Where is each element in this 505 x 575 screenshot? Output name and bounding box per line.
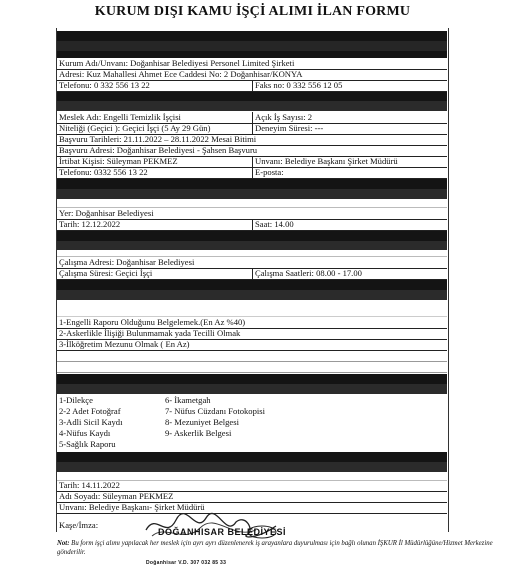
blank-row [57,362,447,373]
requirement-1: 1-Engelli Raporu Olduğunu Belgelemek.(En Az %40) [59,317,246,327]
institution-phone-row [57,80,447,92]
exam-date: Tarih: 12.12.2022 [59,219,121,229]
signature-title: Unvanı: Belediye Başkanı- Şirket Müdürü [59,502,205,512]
application-dates: Başvuru Tarihleri: 21.11.2022 – 28.11.2022 Mesai Bitimi [59,134,257,144]
job-quality: Niteliği (Geçici ): Geçici İşçi (5 Ay 29 Gün) [59,123,211,133]
document-1: 1-Dilekçe [59,395,93,405]
contact-phone: Telefonu: 0332 556 13 22 [59,167,148,177]
document-3: 3-Adli Sicil Kaydı [59,417,123,427]
requirement-2: 2-Askerlikle İlişiği Bulunmamak yada Tecilli Olmak [59,328,241,338]
blank-row [57,351,447,362]
trial-period: Deneyim Süresi: --- [252,123,447,134]
document-8: 8- Mezuniyet Belgesi [165,417,239,427]
section-bar [57,452,447,462]
blank-row [57,300,447,317]
section-bar [57,189,447,199]
institution-phone: Telefonu: 0 332 556 13 22 [59,80,150,90]
section-bar [57,41,447,51]
section-bar [57,179,447,189]
contact-title: Unvanı: Belediye Başkanı Şirket Müdürü [252,156,447,167]
signature-date: Tarih: 14.11.2022 [59,480,120,490]
section-bar [57,101,447,111]
note-text: Bu form işçi alımı yapılacak her meslek için ayrı ayrı düzenlenerek iş arayanlara duyurulması için bağlı olunan İŞKUR İl Müdürlüğüne/Hizmet Merkezine gönderilir. [57,540,493,556]
application-address: Başvuru Adresi: Doğanhisar Belediyesi - Şahsen Başvuru [59,145,258,155]
stamp-signature-label: Kaşe/İmza: [59,520,99,530]
profession: Meslek Adı: Engelli Temizlik İşçisi [59,112,181,122]
section-bar [57,384,447,394]
stamp-name: DOĞANHISAR BELEDİYESİ [158,527,287,537]
document-4: 4-Nüfus Kaydı [59,428,111,438]
section-bar [57,31,447,41]
section-bar [57,462,447,472]
work-duration: Çalışma Süresi: Geçici İşçi [59,268,153,278]
blank-row [57,250,447,257]
contact-person: İrtibat Kişisi: Süleyman PEKMEZ [59,156,178,166]
exam-place: Yer: Doğanhisar Belediyesi [59,208,154,218]
institution-fax: Faks no: 0 332 556 12 05 [252,80,447,91]
section-bar [57,290,447,300]
note-prefix: Not: [57,540,70,547]
stamp-line: Doğanhisar V.D. 307 032 85 33 [146,560,227,566]
work-address: Çalışma Adresi: Doğanhisar Belediyesi [59,257,195,267]
blank-row [57,199,447,208]
exam-time: Saat: 14.00 [252,219,447,230]
requirement-3: 3-İlköğretim Mezunu Olmak ( En Az) [59,339,190,349]
institution-address: Adresi: Kuz Mahallesi Ahmet Ece Caddesi No: 2 Doğanhisar/KONYA [59,69,303,79]
document-6: 6- İkametgah [165,395,211,405]
document-7: 7- Nüfus Cüzdanı Fotokopisi [165,406,266,416]
document-2: 2-2 Adet Fotoğraf [59,406,121,416]
signature-name: Adı Soyadı: Süleyman PEKMEZ [59,491,174,501]
requirement-row-3 [57,339,447,351]
section-bar [57,280,447,290]
section-bar [57,231,447,241]
contact-phone-row [57,167,447,179]
document-5: 5-Sağlık Raporu [59,439,116,449]
work-hours: Çalışma Saatleri: 08.00 - 17.00 [252,268,447,279]
exam-date-row [57,219,447,231]
institution-name: Kurum Adı/Unvanı: Doğanhisar Belediyesi Personel Limited Şirketi [59,58,295,68]
contact-email: E-posta: [252,167,447,178]
section-bar [57,92,447,101]
section-bar [57,51,447,58]
footer-note [57,540,497,557]
form-title: KURUM DIŞI KAMU İŞÇİ ALIMI İLAN FORMU [94,4,411,19]
announcement-form [57,28,447,530]
document-9: 9- Askerlik Belgesi [165,428,232,438]
section-bar [57,374,447,384]
section-bar [57,241,447,250]
work-duration-row [57,268,447,280]
openings: Açık İş Sayısı: 2 [252,112,447,123]
